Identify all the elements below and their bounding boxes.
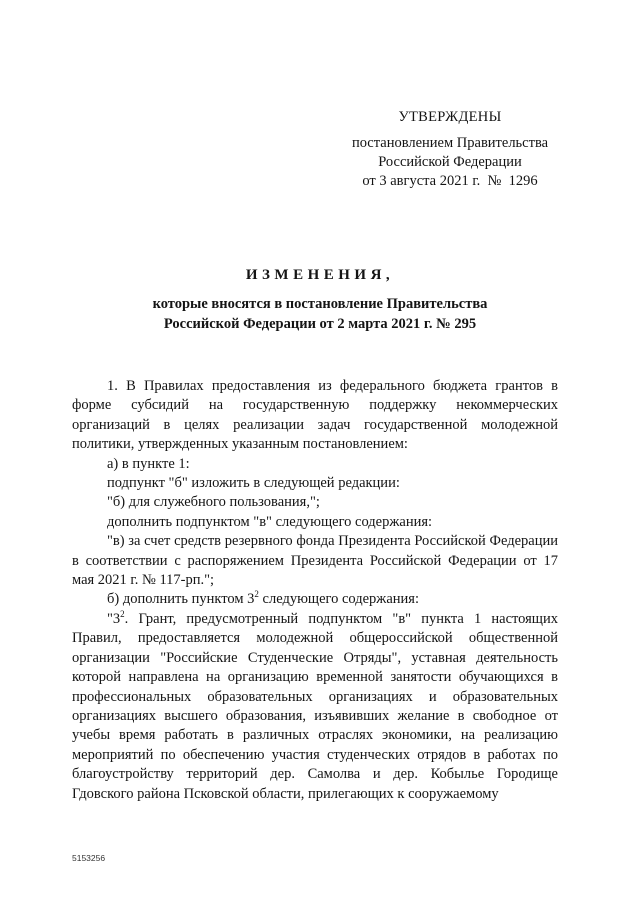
paragraph-8-text: . Грант, предусмотренный подпунктом "в" пункта 1 настоящих Правил, предоставляется молодежной общероссийской общественной организации "Российские Студенческие Отряды", уставная деятельность которой направлена на организацию временной занятости обучающихся в профессиональных образовательных организациях и образовательных организациях высшего образования, изъявивших желание в свободное от учебы время работать в различных отраслях экономики, на реализацию мероприятий по обеспечению участия студенческих отрядов в работах по благоустройству территорий дер. Самолва и дер. Кобылье Городище Гдовского района Псковской области, прилегающих к сооружаемому — [72, 610, 558, 802]
paragraph-6: "в) за счет средств резервного фонда Президента Российской Федерации в соответствии с распоряжением Президента Российской Федерации от 17 мая 2021 г. № 117-рп."; — [72, 533, 558, 589]
approval-number: 1296 — [508, 173, 538, 189]
document-title: ИЗМЕНЕНИЯ, — [245, 267, 395, 283]
document-subtitle — [120, 294, 520, 334]
subtitle-line-2: Российской Федерации от 2 марта 2021 г. № 295 — [163, 316, 477, 332]
paragraph-5: дополнить подпунктом "в" следующего содержания: — [107, 513, 433, 530]
paragraph-1: 1. В Правилах предоставления из федерального бюджета грантов в форме субсидий на государственную поддержку некоммерческих организаций в целях реализации задач государственной молодежной политики, утвержденных указанным постановлением: — [72, 378, 558, 453]
paragraph-8-superscript: 2 — [120, 609, 125, 620]
paragraph-7 — [72, 590, 558, 609]
paragraph-7-text-end: следующего содержания: — [258, 591, 419, 608]
paragraph-7-text: б) дополнить пунктом 3 — [107, 591, 255, 608]
approval-line-2: Российской Федерации — [378, 154, 522, 170]
paragraph-7-superscript: 2 — [254, 589, 259, 600]
document-body — [72, 377, 558, 804]
approval-number-sign: № — [487, 173, 502, 189]
paragraph-4: "б) для служебного пользования,"; — [107, 494, 320, 511]
subtitle-line-1: которые вносятся в постановление Правительства — [152, 296, 488, 312]
document-id: 5153256 — [72, 853, 106, 863]
paragraph-2: а) в пункте 1: — [107, 455, 190, 472]
approval-block — [340, 108, 560, 191]
paragraph-8-quote: "3 — [107, 610, 121, 627]
approval-date: от 3 августа 2021 г. — [362, 173, 481, 189]
approval-date-line — [340, 172, 560, 191]
approval-line-1: постановлением Правительства — [351, 135, 549, 151]
paragraph-3: подпункт "б" изложить в следующей редакции: — [107, 475, 400, 492]
approval-heading: УТВЕРЖДЕНЫ — [398, 109, 502, 125]
paragraph-8 — [72, 610, 558, 804]
